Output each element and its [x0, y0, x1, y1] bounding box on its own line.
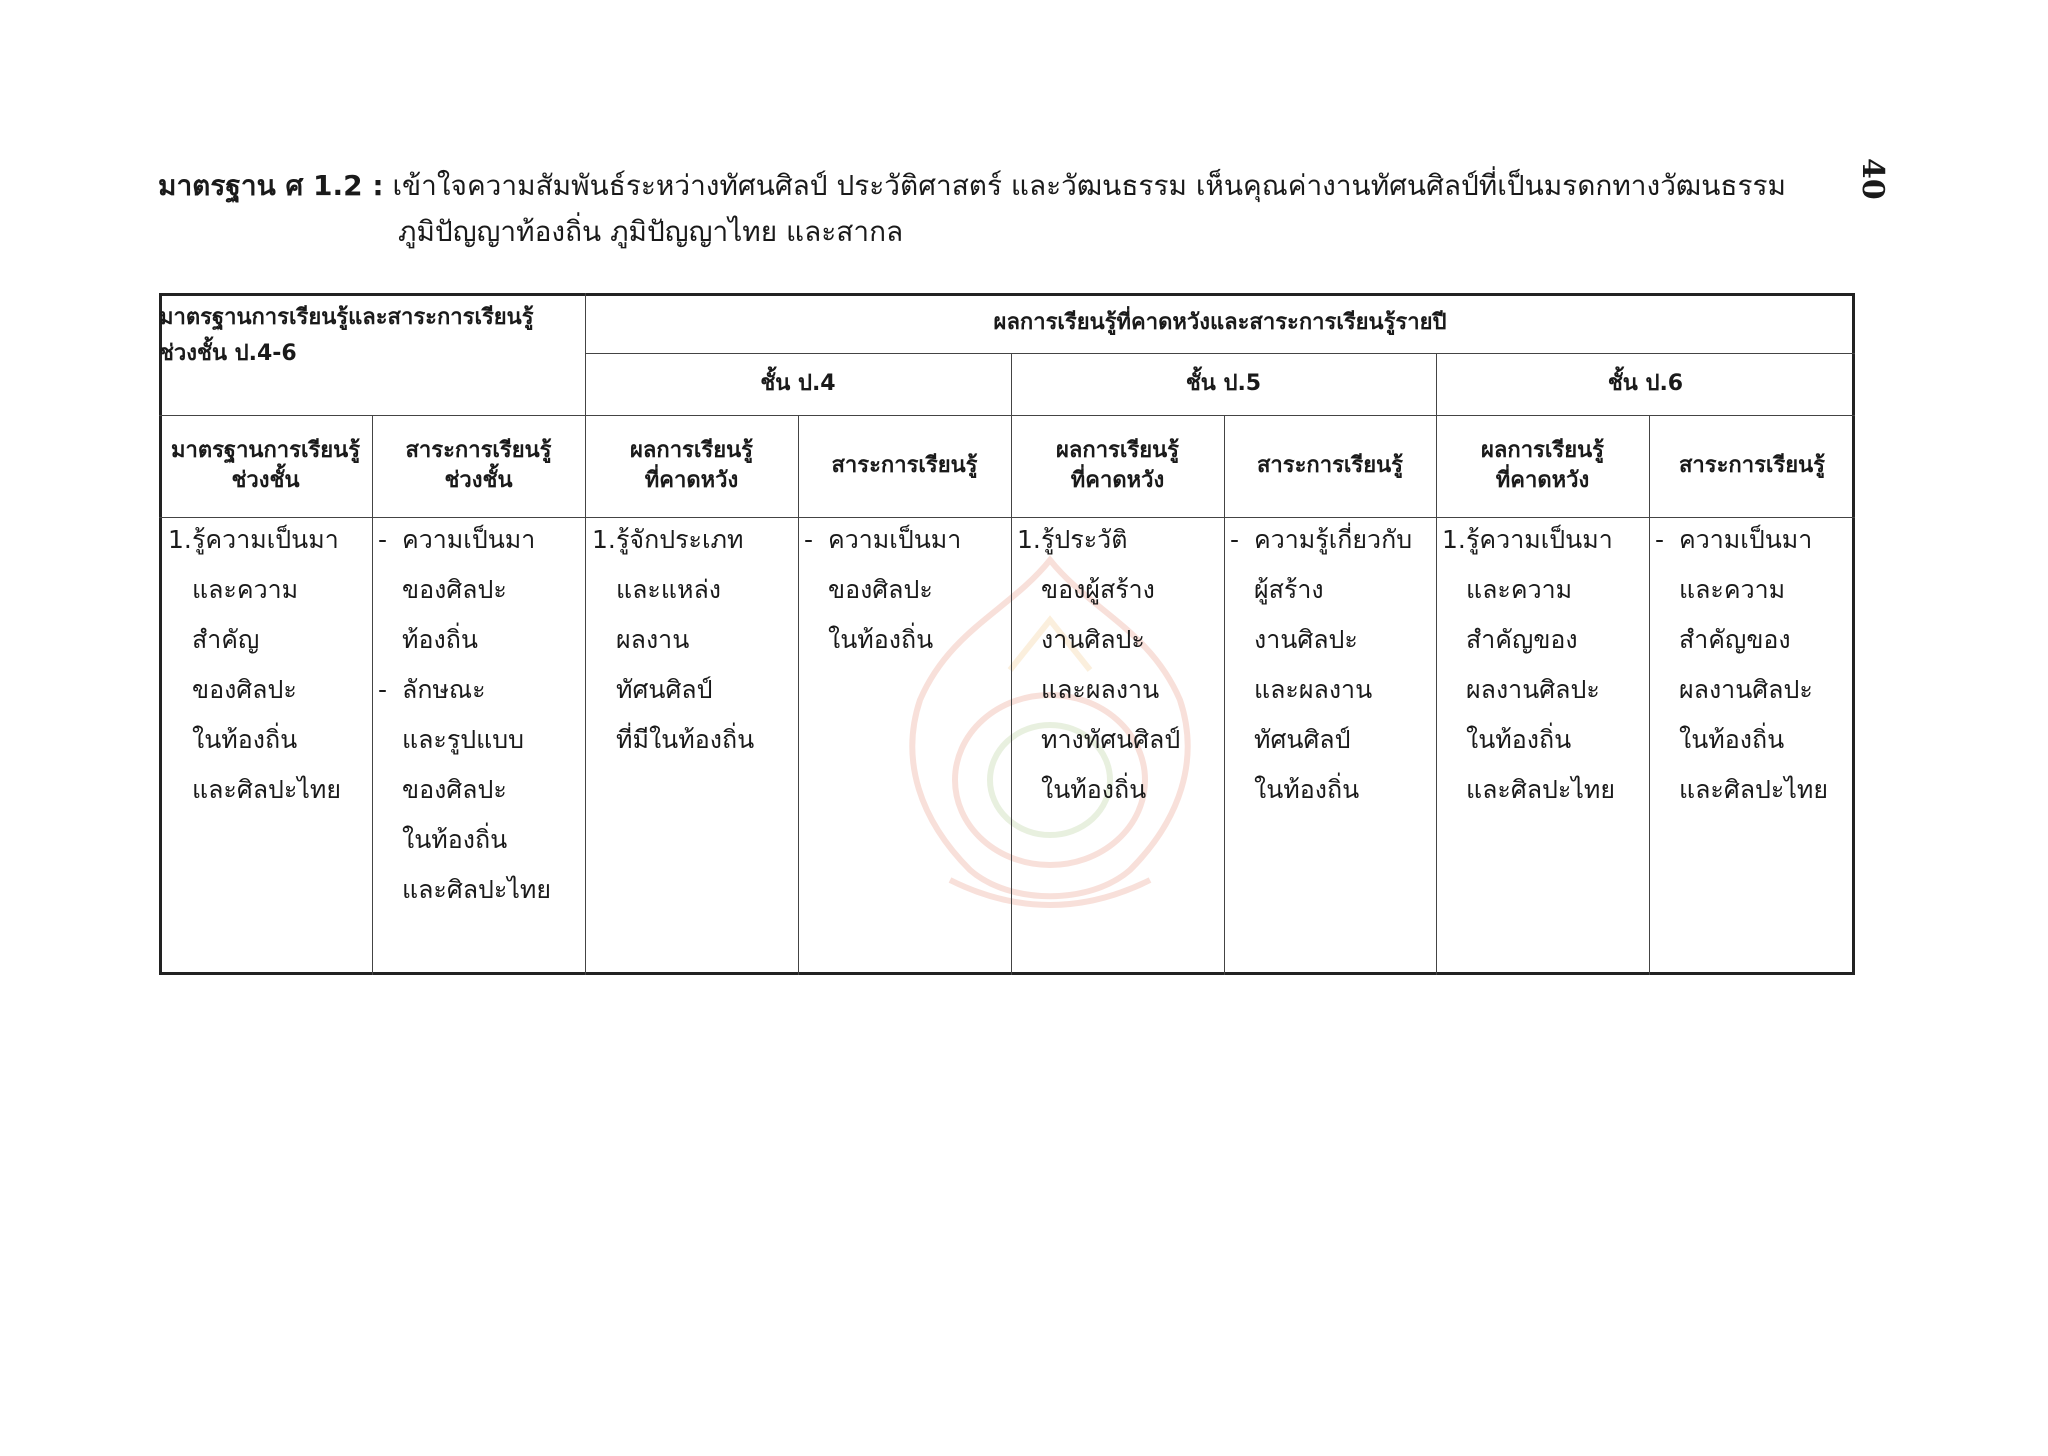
subheader-content-p4 — [798, 415, 1011, 517]
item-line: และผลงาน — [1254, 675, 1373, 704]
item-line: และความ — [1466, 575, 1573, 604]
list-item — [168, 515, 368, 815]
subheader-range-standard — [159, 415, 372, 517]
item-line: งานศิลปะ — [1254, 625, 1358, 654]
item-line: รู้จักประเภท — [616, 525, 744, 554]
item-line: ในท้องถิ่น — [192, 725, 298, 754]
list-item — [1655, 515, 1853, 815]
annual-title: ผลการเรียนรู้ที่คาดหวังและสาระการเรียนรู้รายปี — [993, 310, 1447, 335]
item-line: สำคัญ — [192, 625, 260, 654]
item-line: ทัศนศิลป์ — [1254, 725, 1351, 754]
item-line: ทางทัศนศิลป์ — [1041, 725, 1181, 754]
subheader-line: ช่วงชั้น — [231, 468, 300, 493]
item-line: และรูปแบบ — [402, 725, 525, 754]
item-line: ลักษณะ — [402, 675, 486, 704]
subheader-line: ผลการเรียนรู้ — [1056, 438, 1179, 463]
item-line: งานศิลปะ — [1041, 625, 1145, 654]
list-item — [378, 515, 582, 665]
item-line: รู้ความเป็นมา — [1466, 525, 1613, 554]
list-item — [1442, 515, 1646, 815]
subheader-expected-p4 — [585, 415, 798, 517]
item-line: ในท้องถิ่น — [1679, 725, 1785, 754]
subheader-line: สาระการเรียนรู้ — [1679, 453, 1825, 478]
item-line: ความเป็นมา — [1679, 525, 1813, 554]
item-line: สำคัญของ — [1466, 625, 1578, 654]
item-marker: 1. — [168, 525, 192, 554]
body-cell-expected-p6 — [1442, 515, 1646, 815]
item-line: ในท้องถิ่น — [828, 625, 934, 654]
item-line: ของผู้สร้าง — [1041, 575, 1155, 604]
item-marker: - — [1230, 525, 1240, 554]
item-marker: - — [378, 525, 388, 554]
item-marker: 1. — [592, 525, 616, 554]
standard-line-1 — [158, 163, 1878, 209]
item-lines — [402, 665, 582, 915]
subheader-line: สาระการเรียนรู้ — [1257, 453, 1403, 478]
item-line: ผลงานศิลปะ — [1466, 675, 1600, 704]
item-marker: - — [804, 525, 814, 554]
item-marker: 1. — [1017, 525, 1041, 554]
subheader-line: ที่คาดหวัง — [1070, 468, 1165, 493]
item-line: ของศิลปะ — [402, 575, 507, 604]
item-line: และแหล่ง — [616, 575, 721, 604]
subheader-line: ที่คาดหวัง — [1495, 468, 1590, 493]
subheader-line: ผลการเรียนรู้ — [630, 438, 753, 463]
standard-heading — [158, 163, 1878, 255]
list-item — [378, 665, 582, 915]
subheader-line: สาระการเรียนรู้ — [405, 438, 552, 463]
item-lines — [192, 515, 368, 815]
annual-title-cell — [585, 293, 1855, 353]
body-cell-expected-p4 — [592, 515, 796, 765]
item-marker: - — [1655, 525, 1665, 554]
item-line: ทัศนศิลป์ — [616, 675, 713, 704]
item-line: ความเป็นมา — [828, 525, 962, 554]
page-number: 40 — [1855, 158, 1890, 200]
item-line: สำคัญของ — [1679, 625, 1791, 654]
item-line: ความเป็นมา — [402, 525, 536, 554]
item-marker: - — [378, 675, 388, 704]
item-line: และศิลปะไทย — [1466, 775, 1616, 804]
range-title-line-2: ช่วงชั้น ป.4-6 — [159, 341, 297, 366]
item-line: ในท้องถิ่น — [402, 825, 508, 854]
grade-label: ชั้น ป.5 — [1185, 371, 1262, 396]
body-cell-content-p6 — [1655, 515, 1853, 815]
grade-label: ชั้น ป.6 — [1607, 371, 1684, 396]
item-line: ผลงาน — [616, 625, 690, 654]
item-lines — [1466, 515, 1646, 815]
item-lines — [616, 515, 796, 765]
standard-line-2: ภูมิปัญญาท้องถิ่น ภูมิปัญญาไทย และสากล — [398, 215, 904, 248]
item-line: ผลงานศิลปะ — [1679, 675, 1813, 704]
item-line: ในท้องถิ่น — [1466, 725, 1572, 754]
grade-header-p4 — [585, 353, 1011, 415]
range-title-line-1: มาตรฐานการเรียนรู้และสาระการเรียนรู้ — [159, 305, 534, 330]
subheader-content-p6 — [1649, 415, 1855, 517]
subheader-line: สาระการเรียนรู้ — [831, 453, 978, 478]
item-line: และศิลปะไทย — [192, 775, 342, 804]
item-line: และศิลปะไทย — [1679, 775, 1829, 804]
subheader-content-p5 — [1224, 415, 1436, 517]
subheader-expected-p5 — [1011, 415, 1224, 517]
subheader-line: ช่วงชั้น — [444, 468, 513, 493]
body-cell-content-p5 — [1230, 515, 1434, 815]
item-lines — [828, 515, 1008, 665]
body-cell-expected-p5 — [1017, 515, 1221, 815]
grade-header-p6 — [1436, 353, 1855, 415]
grade-header-p5 — [1011, 353, 1436, 415]
list-item — [804, 515, 1008, 665]
list-item — [1017, 515, 1221, 815]
standard-text-1: เข้าใจความสัมพันธ์ระหว่างทัศนศิลป์ ประวัติศาสตร์ และวัฒนธรรม เห็นคุณค่างานทัศนศิลป์ที่เป็นมรดกทางวัฒนธรรม — [392, 169, 1786, 202]
item-line: ในท้องถิ่น — [1041, 775, 1147, 804]
item-lines — [1041, 515, 1221, 815]
item-line: ของศิลปะ — [402, 775, 507, 804]
range-title-cell — [159, 293, 585, 415]
subheader-line: ผลการเรียนรู้ — [1481, 438, 1604, 463]
item-line: ความรู้เกี่ยวกับ — [1254, 525, 1413, 554]
body-cell-range-standard — [168, 515, 368, 815]
list-item — [1230, 515, 1434, 815]
grade-label: ชั้น ป.4 — [760, 371, 836, 396]
subheader-line: ที่คาดหวัง — [644, 468, 739, 493]
subheader-range-content — [372, 415, 585, 517]
item-line: และความ — [1679, 575, 1786, 604]
item-line: และผลงาน — [1041, 675, 1160, 704]
body-cell-range-content — [378, 515, 582, 915]
item-marker: 1. — [1442, 525, 1466, 554]
item-line: ในท้องถิ่น — [1254, 775, 1360, 804]
item-lines — [1679, 515, 1853, 815]
body-cell-content-p4 — [804, 515, 1008, 665]
item-line: ท้องถิ่น — [402, 625, 478, 654]
item-line: ของศิลปะ — [828, 575, 933, 604]
item-line: ผู้สร้าง — [1254, 575, 1324, 604]
item-line: และศิลปะไทย — [402, 875, 552, 904]
item-line: ของศิลปะ — [192, 675, 297, 704]
item-line: รู้ความเป็นมา — [192, 525, 339, 554]
item-line: ที่มีในท้องถิ่น — [616, 725, 755, 754]
item-line: รู้ประวัติ — [1041, 525, 1128, 554]
item-lines — [402, 515, 582, 665]
item-line: และความ — [192, 575, 299, 604]
subheader-expected-p6 — [1436, 415, 1649, 517]
subheader-line: มาตรฐานการเรียนรู้ — [170, 438, 361, 463]
standard-label: มาตรฐาน ศ 1.2 : — [158, 169, 384, 202]
list-item — [592, 515, 796, 765]
item-lines — [1254, 515, 1434, 815]
